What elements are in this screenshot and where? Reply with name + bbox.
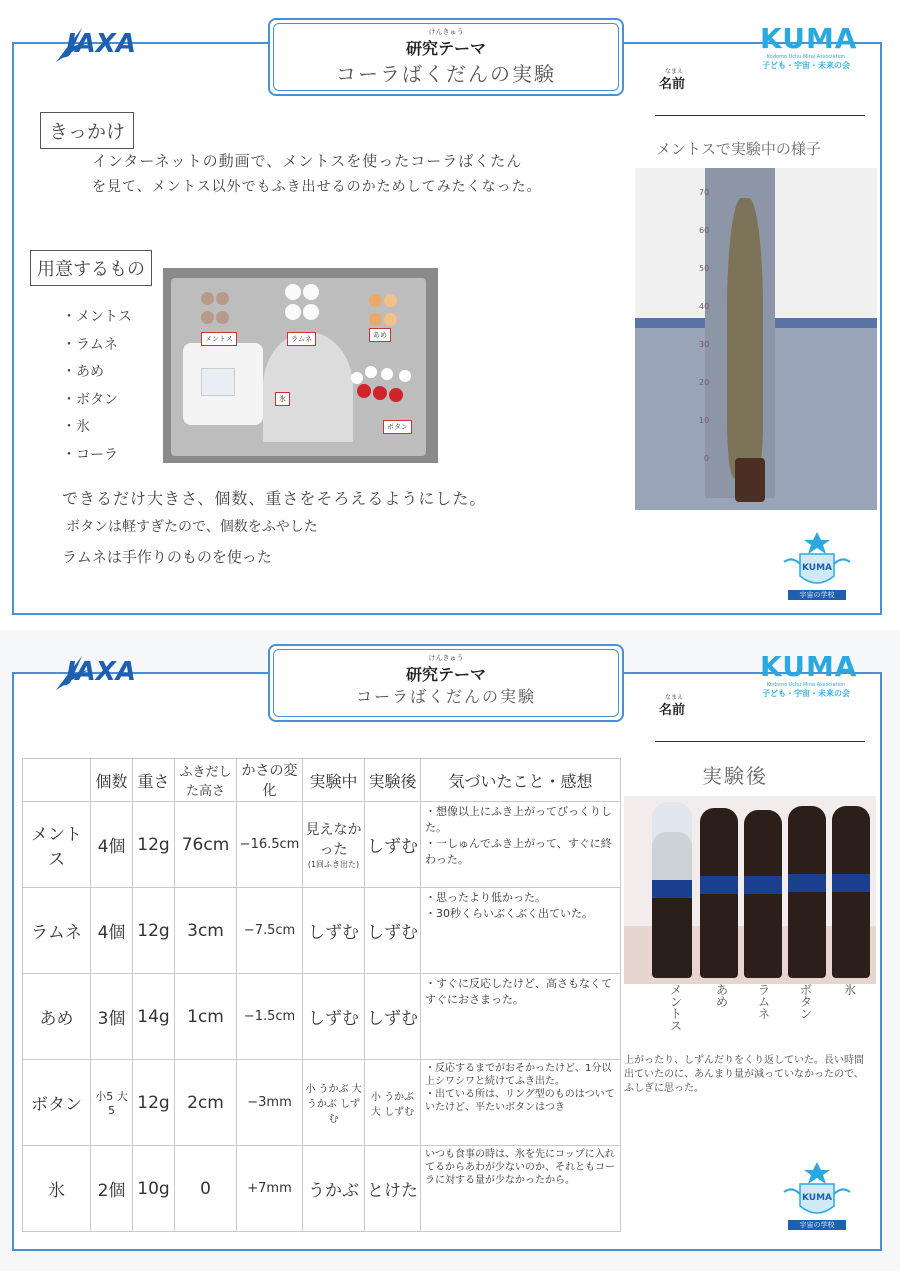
row-notes: いつも食事の時は、氷を先にコップに入れてるからあわが少ないのか、それともコーラに対する量が少なかったから。 [421, 1146, 621, 1232]
theme-ruby: けんきゅう [428, 654, 464, 662]
table-header [23, 759, 91, 802]
material-item: ・氷 [62, 419, 90, 435]
motive-text-1: インターネットの動画で、メントスを使ったコーラばくたん [92, 152, 523, 170]
worksheet-page-1 [0, 0, 900, 625]
name-field: なまえ 名前 [655, 692, 865, 742]
photo-label: メントス [201, 332, 237, 346]
row-change: −16.5cm [237, 802, 303, 888]
row-during: うかぶ [303, 1146, 365, 1232]
ruler-marks: 70 60 50 40 30 20 10 0 [699, 188, 710, 463]
svg-text:JAXA: JAXA [66, 657, 136, 687]
row-item: ボタン [23, 1060, 91, 1146]
photo-label: ボタン [383, 420, 412, 434]
table-row [23, 888, 621, 974]
row-height: 3cm [175, 888, 237, 974]
table-header-row [23, 759, 621, 802]
note-3: ラムネは手作りのものを使った [62, 548, 272, 566]
row-change: −3mm [237, 1060, 303, 1146]
research-theme-box [268, 644, 624, 722]
bottle-label: ラムネ [758, 983, 771, 1021]
row-height: 0 [175, 1146, 237, 1232]
row-height: 2cm [175, 1060, 237, 1146]
row-weight: 10g [133, 1146, 175, 1232]
note-2: ボタンは軽すぎたので、個数をふやした [66, 519, 318, 535]
row-count: 4個 [91, 888, 133, 974]
row-count: 小5 大5 [91, 1060, 133, 1146]
row-height: 76cm [175, 802, 237, 888]
row-weight: 12g [133, 802, 175, 888]
row-weight: 14g [133, 974, 175, 1060]
row-item: メントス [23, 802, 91, 888]
theme-label: 研究テーマ [405, 665, 486, 684]
jaxa-logo [52, 650, 142, 692]
theme-value: コーラばくだんの実験 [355, 687, 536, 706]
bottle-label: 氷 [844, 983, 857, 997]
table-header: 気づいたこと・感想 [421, 759, 621, 802]
row-count: 2個 [91, 1146, 133, 1232]
row-notes: ・すぐに反応したけど、高さもなくてすぐにおさまった。 [421, 974, 621, 1060]
note-1: できるだけ大きさ、個数、重さをそろえるようにした。 [62, 489, 487, 508]
experiment-caption: メントスで実験中の様子 [656, 140, 821, 158]
material-item: ・メントス [62, 309, 132, 325]
materials-photo [163, 268, 438, 463]
photo-label: 氷 [275, 392, 290, 406]
school-emblem [778, 528, 856, 606]
motive-heading: きっかけ [40, 112, 134, 149]
row-during: しずむ [303, 974, 365, 1060]
row-change: +7mm [237, 1146, 303, 1232]
table-row [23, 974, 621, 1060]
bottle-labels [662, 984, 862, 1050]
jaxa-logo [52, 22, 142, 64]
row-change: −1.5cm [237, 974, 303, 1060]
row-item: あめ [23, 974, 91, 1060]
table-row [23, 1060, 621, 1146]
row-item: 氷 [23, 1146, 91, 1232]
school-emblem [778, 1158, 856, 1236]
table-header: 実験後 [365, 759, 421, 802]
row-count: 4個 [91, 802, 133, 888]
row-change: −7.5cm [237, 888, 303, 974]
kuma-logo: KUMA Kodomo Uchu Mirai Association 子ども・宇宙・未来の会 [760, 22, 858, 70]
name-field: なまえ 名前 [655, 66, 865, 116]
research-theme-box [268, 18, 624, 96]
row-after: しずむ [365, 974, 421, 1060]
table-header: 個数 [91, 759, 133, 802]
material-item: ・あめ [62, 364, 104, 380]
row-after: しずむ [365, 802, 421, 888]
row-weight: 12g [133, 1060, 175, 1146]
photo-label: あめ [369, 328, 391, 342]
worksheet-page-2 [0, 630, 900, 1271]
row-weight: 12g [133, 888, 175, 974]
motive-text-2: を見て、メントス以外でもふき出せるのかためしてみたくなった。 [92, 179, 542, 195]
table-header: 実験中 [303, 759, 365, 802]
row-during: 見えなかった (1回ふき出た) [303, 802, 365, 888]
material-item: ・コーラ [62, 446, 118, 463]
school-label: 宇宙の学校 [799, 1221, 835, 1229]
row-during: しずむ [303, 888, 365, 974]
row-count: 3個 [91, 974, 133, 1060]
svg-text:JAXA: JAXA [66, 29, 136, 59]
row-height: 1cm [175, 974, 237, 1060]
material-item: ・ボタン [62, 391, 118, 408]
svg-text:KUMA: KUMA [801, 563, 833, 573]
table-header: ふきだした高さ [175, 759, 237, 802]
materials-heading: 用意するもの [30, 250, 152, 286]
svg-text:KUMA: KUMA [801, 1193, 833, 1203]
row-after: しずむ [365, 888, 421, 974]
table-row [23, 1146, 621, 1232]
table-header: かさの変化 [237, 759, 303, 802]
results-table [22, 758, 621, 1232]
row-after: 小 うかぶ 大 しずむ [365, 1060, 421, 1146]
theme-value: コーラばくだんの実験 [336, 62, 556, 86]
after-caption: 実験後 [702, 764, 768, 788]
bottle-label: あめ [716, 983, 729, 1009]
row-notes: ・想像以上にふき上がってびっくりした。 ・一しゅんでふき上がって、すぐに終わった。 [421, 802, 621, 888]
materials-list [62, 304, 132, 469]
bottle-label: メントス [670, 983, 683, 1033]
experiment-photo [635, 168, 877, 510]
photo-label: ラムネ [287, 332, 316, 346]
row-notes: ・反応するまでがおそかったけど、1分以上シワシワと続けてふき出た。 ・出ている所は、リング型のものはついていたけど、平たいボタンはつき [421, 1060, 621, 1146]
kuma-logo: KUMA Kodomo Uchu Mirai Association 子ども・宇宙・未来の会 [760, 650, 858, 698]
bottles-photo [624, 796, 876, 984]
row-after: とけた [365, 1146, 421, 1232]
material-item: ・ラムネ [62, 336, 118, 353]
table-header: 重さ [133, 759, 175, 802]
table-row [23, 802, 621, 888]
theme-ruby: けんきゅう [428, 28, 464, 36]
theme-label: 研究テーマ [405, 39, 486, 58]
school-label: 宇宙の学校 [799, 591, 835, 599]
bottle-label: ボタン [800, 983, 813, 1021]
button-extra-note: 上がったり、しずんだりをくり返していた。長い時間出ていたのに、あんまり量が減っていなかったので、ふしぎに思った。 [624, 1055, 864, 1094]
row-item: ラムネ [23, 888, 91, 974]
row-notes: ・思ったより低かった。 ・30秒くらいぶくぶく出ていた。 [421, 888, 621, 974]
row-during: 小 うかぶ 大 うかぶ しずむ [303, 1060, 365, 1146]
